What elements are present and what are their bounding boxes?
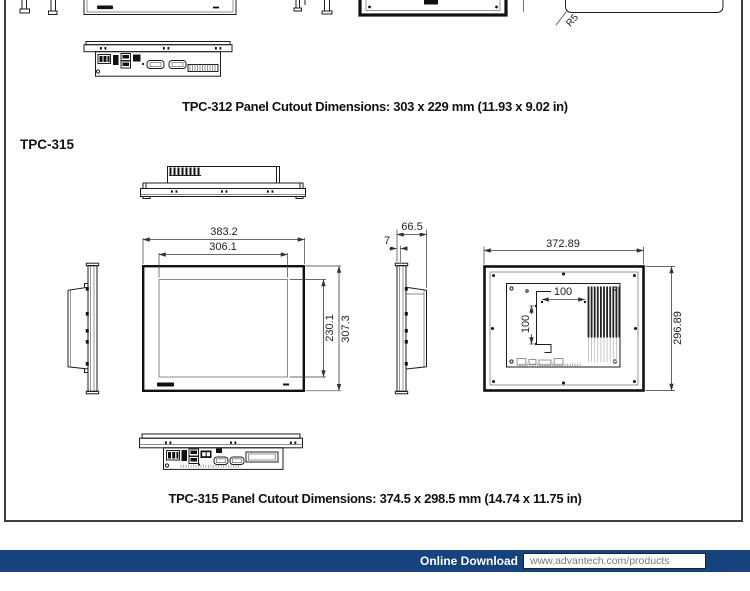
tpc312-caption: TPC-312 Panel Cutout Dimensions: 303 x 229 mm (11.93 x 9.02 in)	[182, 99, 568, 114]
tpc315-rear-view	[484, 247, 675, 391]
dim-rear-width: 372.89	[546, 238, 580, 250]
dim-rear-height: 296.89	[672, 311, 684, 345]
tpc315-left-side-view	[68, 263, 99, 394]
tpc312-bottom-view	[84, 42, 232, 77]
dim-front-display-width: 306.1	[209, 241, 237, 253]
tpc312-side-view2-partial	[294, 0, 332, 14]
heatsink-fins-lower	[589, 338, 620, 363]
download-url-link[interactable]: www.advantech.com/products	[530, 554, 670, 567]
dim-side-depth: 66.5	[401, 221, 423, 233]
tpc315-caption: TPC-315 Panel Cutout Dimensions: 374.5 x 298.5 mm (14.74 x 11.75 in)	[168, 491, 582, 506]
dim-front-overall-width: 383.2	[210, 226, 238, 238]
footer-bar	[0, 550, 750, 572]
tpc315-front-view	[143, 238, 341, 391]
online-download-label: Online Download	[420, 554, 518, 568]
tpc315-bottom-view	[140, 434, 303, 469]
dim-front-overall-height: 307.3	[340, 315, 352, 343]
heatsink-fins	[589, 287, 620, 338]
dim-side-bezel: 7	[383, 235, 391, 247]
tpc315-top-view	[141, 167, 306, 199]
dim-cutout-radius: R5	[564, 12, 581, 30]
logo-bar	[157, 383, 174, 387]
download-url-box[interactable]	[523, 553, 706, 569]
tpc312-side-view-partial	[20, 0, 57, 15]
tpc312-cutout-drawing-partial	[556, 0, 723, 25]
tpc312-front-view-partial	[84, 0, 236, 15]
tpc315-right-side-view	[389, 230, 427, 394]
tpc312-rear-view-partial	[360, 0, 524, 15]
logo-bar	[97, 6, 113, 10]
dim-front-display-height: 230.1	[324, 314, 336, 342]
dim-vesa-horizontal: 100	[553, 286, 573, 298]
tpc315-section-label: TPC-315	[20, 137, 75, 152]
dim-vesa-vertical: 100	[520, 314, 532, 334]
